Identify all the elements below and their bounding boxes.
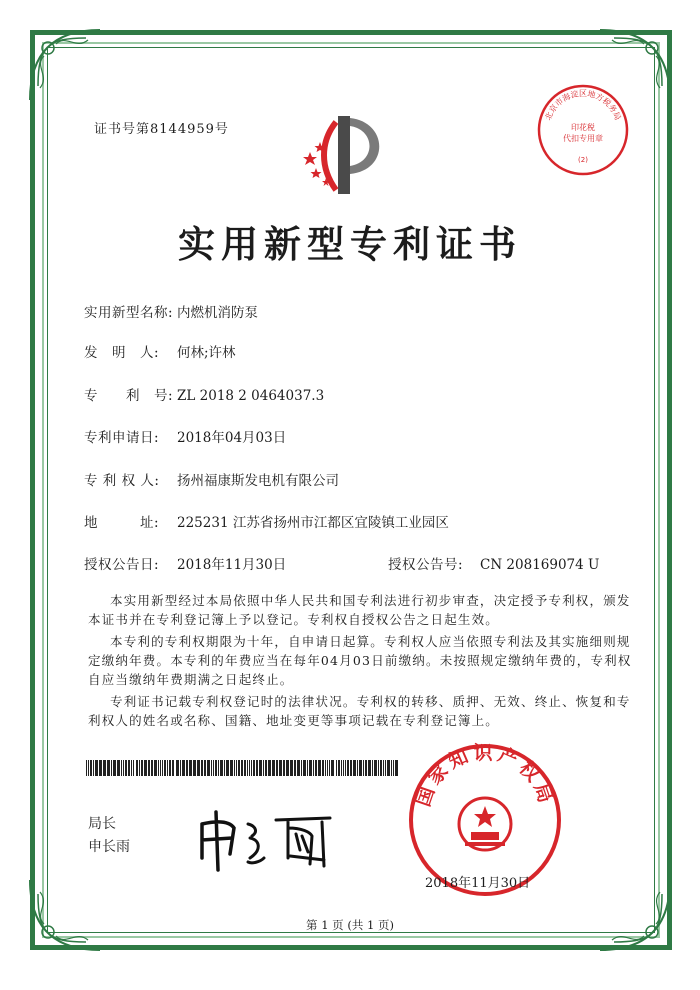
barcode-bar: [353, 760, 356, 776]
address-value: 225231 江苏省扬州市江都区宜陵镇工业园区: [177, 515, 449, 531]
barcode-bar: [249, 760, 250, 776]
barcode-bar: [297, 760, 300, 776]
barcode-bar: [111, 760, 112, 776]
barcode-bar: [88, 760, 89, 776]
barcode-bar: [90, 760, 92, 776]
grant-number-value: CN 208169074 U: [480, 557, 600, 573]
seal-date: 2018年11月30日: [425, 876, 531, 891]
barcode-bar: [103, 760, 106, 776]
page-footer: 第 1 页 (共 1 页): [306, 918, 394, 932]
barcode-bar: [345, 760, 346, 776]
barcode-bar: [95, 760, 98, 776]
barcode-bar: [313, 760, 314, 776]
barcode-bar: [329, 760, 330, 776]
barcode-bar: [238, 760, 240, 776]
barcode-bar: [151, 760, 153, 776]
barcode-bar: [341, 760, 342, 776]
application-date-label: 专利申请日:: [84, 430, 160, 446]
certificate-title: 实用新型专利证书: [178, 222, 522, 266]
barcode-bar: [259, 760, 262, 776]
barcode-bar: [272, 760, 275, 776]
grant-number-label: 授权公告号:: [388, 557, 464, 573]
model-name-value: 内燃机消防泵: [177, 305, 258, 321]
body-line: 自应当缴纳年费期满之日起终止。: [88, 672, 294, 687]
inventor-value: 何林;许林: [177, 345, 236, 361]
barcode-bar: [315, 760, 317, 776]
barcode-bar: [230, 760, 233, 776]
barcode-bar: [265, 760, 267, 776]
barcode-bar: [236, 760, 237, 776]
barcode: [86, 760, 402, 776]
barcode-bar: [241, 760, 243, 776]
barcode-bar: [307, 760, 308, 776]
barcode-bar: [197, 760, 200, 776]
model-name-label: 实用新型名称:: [84, 305, 174, 321]
barcode-bar: [172, 760, 174, 776]
barcode-bar: [201, 760, 203, 776]
barcode-bar: [207, 760, 210, 776]
barcode-bar: [372, 760, 373, 776]
barcode-bar: [141, 760, 143, 776]
address-label: 地 址:: [84, 515, 160, 531]
barcode-bar: [336, 760, 337, 776]
barcode-bar: [160, 760, 161, 776]
director-title: 局长: [88, 816, 116, 832]
barcode-bar: [169, 760, 171, 776]
cnipa-seal-ring-text: 国家知识产权局: [412, 742, 558, 810]
barcode-bar: [301, 760, 302, 776]
barcode-bar: [347, 760, 349, 776]
body-line: 专利证书记载专利权登记时的法律状况。专利权的转移、质押、无效、终止、恢复和专: [110, 694, 631, 709]
barcode-bar: [283, 760, 285, 776]
barcode-bar: [107, 760, 110, 776]
barcode-bar: [385, 760, 386, 776]
body-line: 本实用新型经过本局依照中华人民共和国专利法进行初步审查，决定授予专利权，颁发: [110, 593, 631, 608]
barcode-bar: [244, 760, 246, 776]
barcode-bar: [164, 760, 166, 776]
barcode-bar: [131, 760, 132, 776]
barcode-bar: [117, 760, 120, 776]
barcode-bar: [322, 760, 324, 776]
barcode-bar: [220, 760, 223, 776]
barcode-bar: [338, 760, 340, 776]
barcode-bar: [218, 760, 219, 776]
barcode-bar: [186, 760, 188, 776]
barcode-bar: [276, 760, 278, 776]
barcode-bar: [139, 760, 140, 776]
barcode-bar: [387, 760, 390, 776]
barcode-bar: [327, 760, 328, 776]
barcode-bar: [86, 760, 87, 776]
barcode-bar: [290, 760, 293, 776]
barcode-bar: [247, 760, 248, 776]
barcode-bar: [136, 760, 138, 776]
national-emblem-icon: [459, 798, 511, 850]
tax-seal-ring-text: 北京市海淀区地方税务局: [543, 88, 623, 122]
barcode-bar: [395, 760, 398, 776]
barcode-bar: [263, 760, 264, 776]
barcode-bar: [303, 760, 306, 776]
barcode-bar: [294, 760, 296, 776]
corner-ornament-top-left: [26, 26, 104, 104]
barcode-bar: [357, 760, 358, 776]
grant-date-label: 授权公告日:: [84, 557, 160, 573]
barcode-bar: [363, 760, 364, 776]
barcode-bar: [393, 760, 394, 776]
body-line: 利权人的姓名或名称、国籍、地址变更等事项记载在专利登记簿上。: [88, 713, 500, 728]
barcode-bar: [215, 760, 217, 776]
barcode-bar: [113, 760, 116, 776]
patent-number-value: ZL 2018 2 0464037.3: [177, 388, 325, 404]
barcode-bar: [350, 760, 352, 776]
barcode-bar: [309, 760, 312, 776]
barcode-bar: [256, 760, 258, 776]
barcode-bar: [121, 760, 122, 776]
barcode-bar: [331, 760, 334, 776]
barcode-bar: [211, 760, 212, 776]
barcode-bar: [158, 760, 159, 776]
barcode-bar: [251, 760, 252, 776]
tax-seal-bottom-text: (2): [578, 156, 588, 164]
director-name: 申长雨: [88, 839, 130, 855]
barcode-bar: [204, 760, 206, 776]
barcode-bar: [167, 760, 168, 776]
barcode-bar: [378, 760, 379, 776]
tax-seal-center-line1: 印花税: [571, 123, 595, 132]
corner-ornament-bottom-left: [26, 876, 104, 954]
director-signature: [190, 806, 340, 872]
barcode-bar: [374, 760, 377, 776]
patent-number-label: 专 利 号:: [84, 388, 174, 404]
barcode-bar: [93, 760, 94, 776]
barcode-bar: [189, 760, 192, 776]
body-line: 本证书并在专利登记簿上予以登记。专利权自授权公告之日起生效。: [88, 612, 500, 627]
certificate-number: 证书号第8144959号: [94, 122, 229, 137]
barcode-bar: [343, 760, 344, 776]
grant-date-value: 2018年11月30日: [177, 557, 287, 573]
patentee-value: 扬州福康斯发电机有限公司: [177, 473, 339, 489]
corner-ornament-bottom-right: [596, 876, 674, 954]
body-line: 本专利的专利权期限为十年，自申请日起算。专利权人应当依照专利法及其实施细则规: [110, 634, 631, 649]
barcode-bar: [148, 760, 150, 776]
barcode-bar: [325, 760, 326, 776]
barcode-bar: [162, 760, 163, 776]
barcode-bar: [234, 760, 235, 776]
barcode-bar: [128, 760, 130, 776]
tax-seal-center-line2: 代扣专用章: [563, 134, 603, 143]
cnipa-logo: [296, 112, 392, 198]
barcode-bar: [253, 760, 255, 776]
body-line: 定缴纳年费。本专利的年费应当在每年04月03日前缴纳。未按照规定缴纳年费的，专利权: [88, 653, 632, 668]
inventor-label: 发 明 人:: [84, 345, 160, 361]
barcode-bar: [154, 760, 157, 776]
barcode-bar: [268, 760, 271, 776]
barcode-bar: [318, 760, 321, 776]
barcode-bar: [226, 760, 229, 776]
application-date-value: 2018年04月03日: [177, 430, 287, 446]
barcode-bar: [125, 760, 127, 776]
barcode-bar: [224, 760, 225, 776]
barcode-bar: [213, 760, 214, 776]
barcode-bar: [133, 760, 134, 776]
barcode-bar: [180, 760, 181, 776]
barcode-bar: [144, 760, 147, 776]
barcode-bar: [368, 760, 371, 776]
barcode-bar: [182, 760, 185, 776]
barcode-bar: [286, 760, 289, 776]
svg-text:北京市海淀区地方税务局: [543, 88, 623, 121]
barcode-bar: [383, 760, 384, 776]
patentee-label: 专 利 权 人:: [84, 473, 160, 489]
barcode-bar: [380, 760, 382, 776]
barcode-bar: [359, 760, 362, 776]
barcode-bar: [193, 760, 196, 776]
barcode-bar: [176, 760, 179, 776]
barcode-bar: [391, 760, 392, 776]
barcode-bar: [123, 760, 124, 776]
tax-seal: [535, 82, 631, 178]
barcode-bar: [365, 760, 367, 776]
barcode-bar: [99, 760, 102, 776]
barcode-bar: [279, 760, 282, 776]
